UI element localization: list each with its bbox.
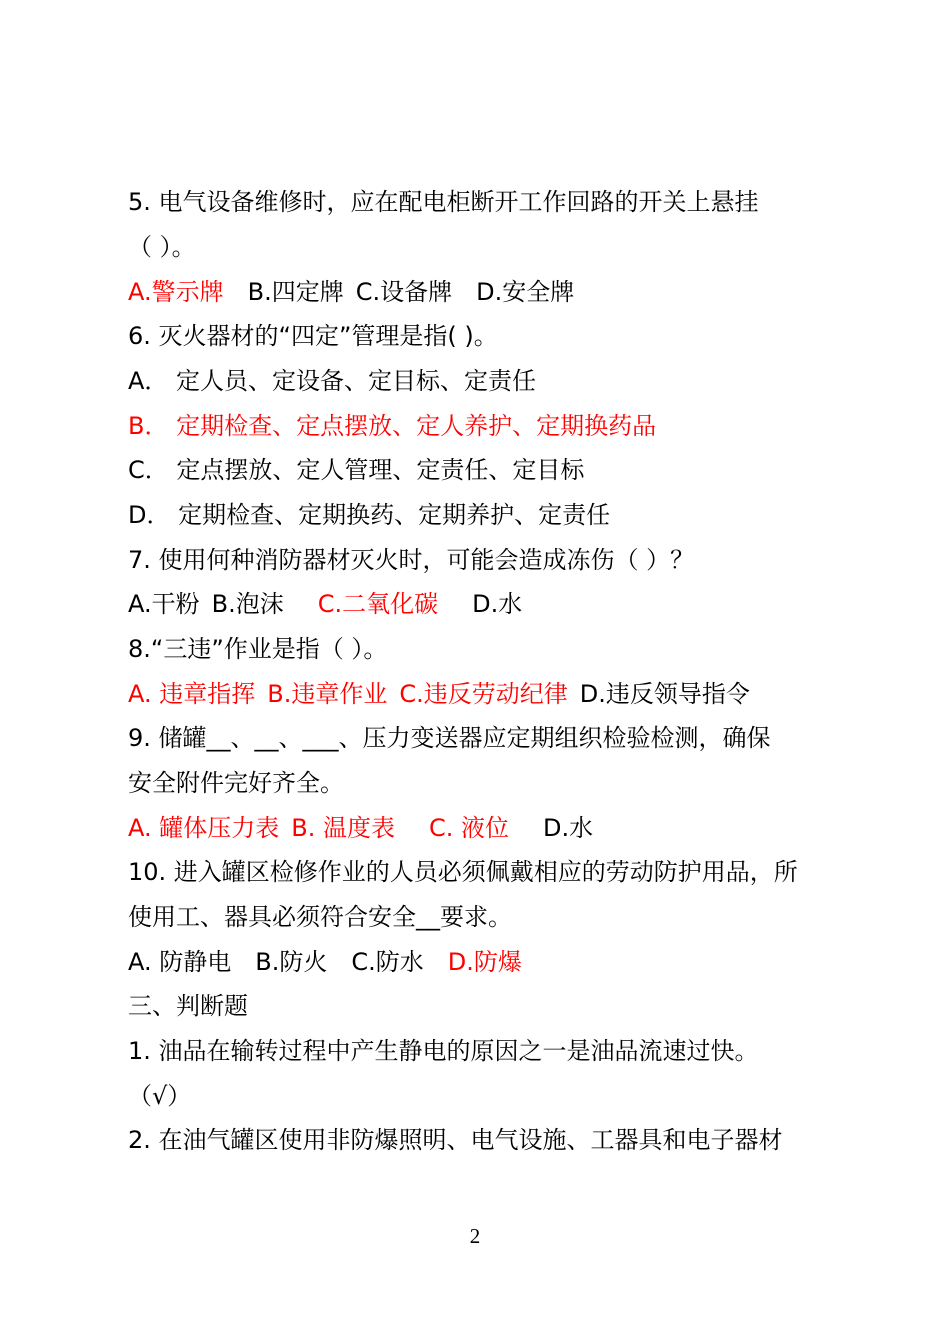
question-8-text: 8.“三违”作业是指（ ）。: [128, 635, 388, 663]
question-10-stem: [128, 856, 840, 888]
q8-option-b-answer: B.违章作业: [267, 680, 388, 708]
question-10-text-cont: 使用工、器具必须符合安全__要求。: [128, 903, 512, 931]
q6-option-c-text: C． 定点摆放、定人管理、定责任、定目标: [128, 456, 585, 484]
q9-option-c-answer: C. 液位: [429, 814, 510, 842]
q10-option-b: B.防火: [255, 948, 328, 976]
q8-option-a-answer: A. 违章指挥: [128, 680, 256, 708]
q5-option-b: B.四定牌: [247, 278, 344, 306]
question-7-options: [128, 588, 840, 620]
question-5-options: [128, 276, 840, 308]
question-10-stem-cont: [128, 901, 840, 933]
q9-option-d: D.水: [543, 814, 594, 842]
q7-option-c-answer: C.二氧化碳: [317, 590, 439, 618]
tf-question-2-stem: [128, 1124, 840, 1156]
question-5-blank: （ ）。: [128, 233, 196, 261]
tf-question-1-text: 1. 油品在输转过程中产生静电的原因之一是油品流速过快。: [128, 1037, 759, 1065]
q6-option-b-answer: [128, 410, 840, 442]
question-9-text: 9. 储罐__、__、___、压力变送器应定期组织检验检测，确保: [128, 724, 771, 752]
q5-option-a-answer: A.警示牌: [128, 278, 224, 306]
q10-option-c: C.防水: [351, 948, 424, 976]
page-number: 2: [469, 1224, 481, 1248]
question-8-stem: [128, 633, 840, 665]
tf-question-1-stem: [128, 1035, 840, 1067]
question-9-stem: [128, 722, 840, 754]
question-8-options: [128, 678, 840, 710]
q7-option-d: D.水: [472, 590, 523, 618]
question-5-text: 5. 电气设备维修时，应在配电柜断开工作回路的开关上悬挂: [128, 188, 759, 216]
question-9-text-cont: 安全附件完好齐全。: [128, 769, 344, 797]
question-9-stem-cont: [128, 767, 840, 799]
question-7-text: 7. 使用何种消防器材灭火时，可能会造成冻伤（ ）？: [128, 546, 695, 574]
tf-question-1-mark: （√）: [128, 1082, 192, 1110]
q6-option-b-text: B． 定期检查、定点摆放、定人养护、定期换药品: [128, 412, 657, 440]
question-10-options: [128, 946, 840, 978]
q10-option-d-answer: D.防爆: [447, 948, 522, 976]
q6-option-a-text: A． 定人员、定设备、定目标、定责任: [128, 367, 537, 395]
question-7-stem: [128, 544, 840, 576]
question-9-options: [128, 812, 840, 844]
question-5-stem: [128, 186, 840, 218]
section-heading: [128, 990, 840, 1022]
question-6-text: 6. 灭火器材的“四定”管理是指( )。: [128, 322, 498, 350]
q9-option-a-answer: A. 罐体压力表: [128, 814, 280, 842]
tf-question-2-text: 2. 在油气罐区使用非防爆照明、电气设施、工器具和电子器材: [128, 1126, 783, 1154]
q8-option-c-answer: C.违反劳动纪律: [399, 680, 568, 708]
question-6-stem: [128, 320, 840, 352]
q8-option-d: D.违反领导指令: [579, 680, 750, 708]
tf-question-1-answer: [128, 1080, 840, 1112]
q5-option-d: D.安全牌: [476, 278, 575, 306]
section-heading-text: 三、判断题: [128, 992, 248, 1020]
question-10-text: 10. 进入罐区检修作业的人员必须佩戴相应的劳动防护用品，所: [128, 858, 798, 886]
q7-option-b: B.泡沫: [211, 590, 284, 618]
q10-option-a: A. 防静电: [128, 948, 232, 976]
q6-option-d-text: D． 定期检查、定期换药、定期养护、定责任: [128, 501, 611, 529]
q6-option-d: [128, 499, 840, 531]
q6-option-c: [128, 454, 840, 486]
q9-option-b-answer: B. 温度表: [291, 814, 395, 842]
q7-option-a: A.干粉: [128, 590, 200, 618]
question-5-stem-cont: [128, 231, 840, 263]
q6-option-a: [128, 365, 840, 397]
q5-option-c: C.设备牌: [355, 278, 453, 306]
